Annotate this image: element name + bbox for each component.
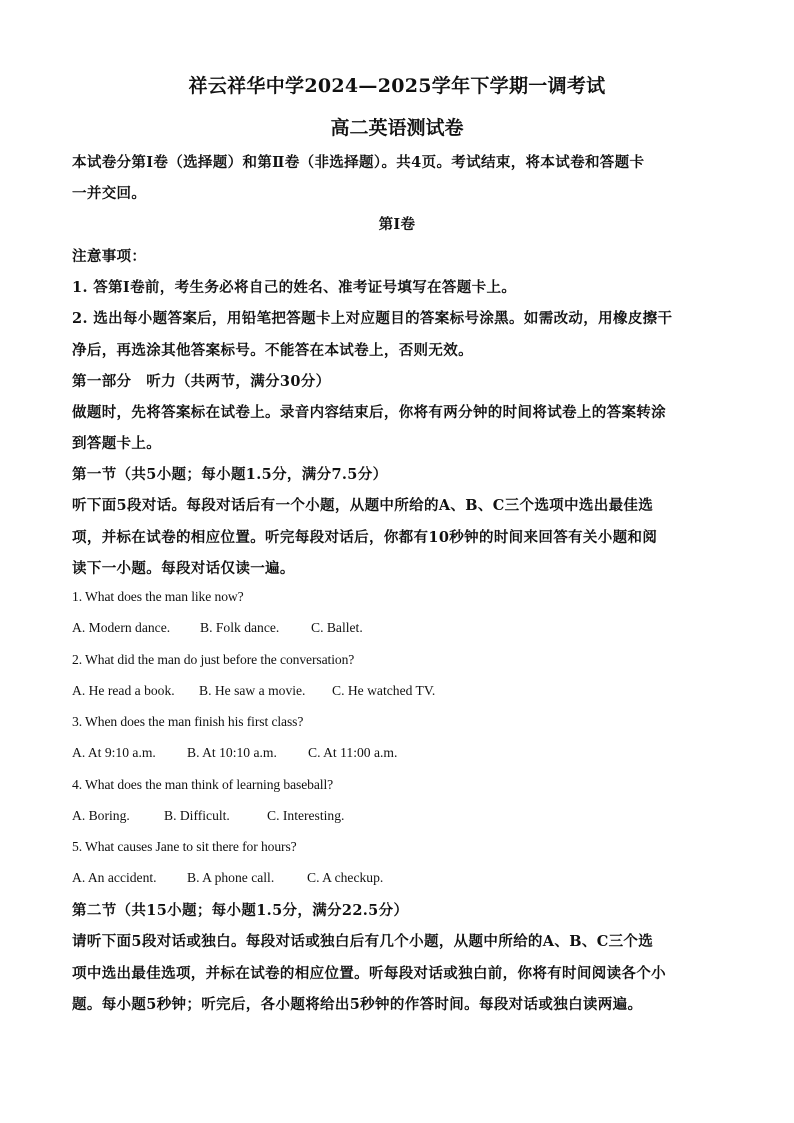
part1-instr-line-1: 做题时，先将答案标在试卷上。录音内容结束后，你将有两分钟的时间将试卷上的答案转涂	[72, 404, 666, 421]
section2-instr-line-3: 题。每小题5秒钟；听完后，各小题将给出5秒钟的作答时间。每段对话或独白读两遍。	[72, 996, 643, 1013]
question-3-option-a: A. At 9:10 a.m.	[72, 745, 156, 760]
question-4: 4. What does the man think of learning baseball?	[72, 777, 334, 792]
question-5-option-a: A. An accident.	[72, 870, 157, 885]
part1-instr-line-2: 到答题卡上。	[72, 435, 162, 452]
question-4-option-a: A. Boring.	[72, 808, 130, 823]
notes-item-1: 1. 答第Ⅰ卷前，考生务必将自己的姓名、准考证号填写在答题卡上。	[72, 279, 517, 296]
intro-line-2: 一并交回。	[72, 185, 147, 202]
section2-instr-line-2: 项中选出最佳选项，并标在试卷的相应位置。听每段对话或独白前，你将有时间阅读各个小	[72, 965, 666, 982]
question-5-option-c: C. A checkup.	[307, 870, 384, 885]
volume-heading: 第Ⅰ卷	[378, 216, 416, 233]
section2-heading: 第二节（共15小题；每小题1.5分，满分22.5分）	[72, 902, 409, 919]
notes-item-2-line-2: 净后，再选涂其他答案标号。不能答在本试卷上，否则无效。	[72, 342, 473, 359]
question-3: 3. When does the man finish his first class?	[72, 714, 304, 729]
question-2-option-c: C. He watched TV.	[332, 683, 436, 698]
question-4-option-c: C. Interesting.	[267, 808, 345, 823]
section1-instr-line-3: 读下一小题。每段对话仅读一遍。	[72, 560, 295, 577]
question-1-option-b: B. Folk dance.	[200, 620, 280, 635]
question-3-option-c: C. At 11:00 a.m.	[308, 745, 398, 760]
notes-heading: 注意事项：	[72, 248, 147, 265]
intro-line-1: 本试卷分第Ⅰ卷（选择题）和第Ⅱ卷（非选择题）。共4页。考试结束，将本试卷和答题卡	[72, 154, 645, 171]
question-1-option-c: C. Ballet.	[311, 620, 363, 635]
exam-subtitle: 高二英语测试卷	[330, 117, 464, 139]
question-2-option-a: A. He read a book.	[72, 683, 175, 698]
question-2-option-b: B. He saw a movie.	[199, 683, 306, 698]
question-5: 5. What causes Jane to sit there for hours?	[72, 839, 297, 854]
part1-heading: 第一部分 听力（共两节，满分30分）	[72, 373, 331, 390]
section1-instr-line-2: 项，并标在试卷的相应位置。听完每段对话后，你都有10秒钟的时间来回答有关小题和阅	[72, 529, 658, 546]
question-3-option-b: B. At 10:10 a.m.	[187, 745, 277, 760]
section1-instr-line-1: 听下面5段对话。每段对话后有一个小题，从题中所给的A、B、C三个选项中选出最佳选	[72, 497, 654, 514]
question-1-option-a: A. Modern dance.	[72, 620, 171, 635]
question-2: 2. What did the man do just before the conversation?	[72, 652, 355, 667]
question-1: 1. What does the man like now?	[72, 589, 244, 604]
question-5-option-b: B. A phone call.	[187, 870, 275, 885]
notes-item-2-line-1: 2. 选出每小题答案后，用铅笔把答题卡上对应题目的答案标号涂黑。如需改动，用橡皮擦干	[72, 310, 673, 327]
question-4-option-b: B. Difficult.	[164, 808, 230, 823]
section2-instr-line-1: 请听下面5段对话或独白。每段对话或独白后有几个小题，从题中所给的A、B、C三个选	[72, 933, 654, 950]
exam-title: 祥云祥华中学2024—2025学年下学期一调考试	[188, 75, 606, 97]
section1-heading: 第一节（共5小题；每小题1.5分，满分7.5分）	[72, 466, 388, 483]
